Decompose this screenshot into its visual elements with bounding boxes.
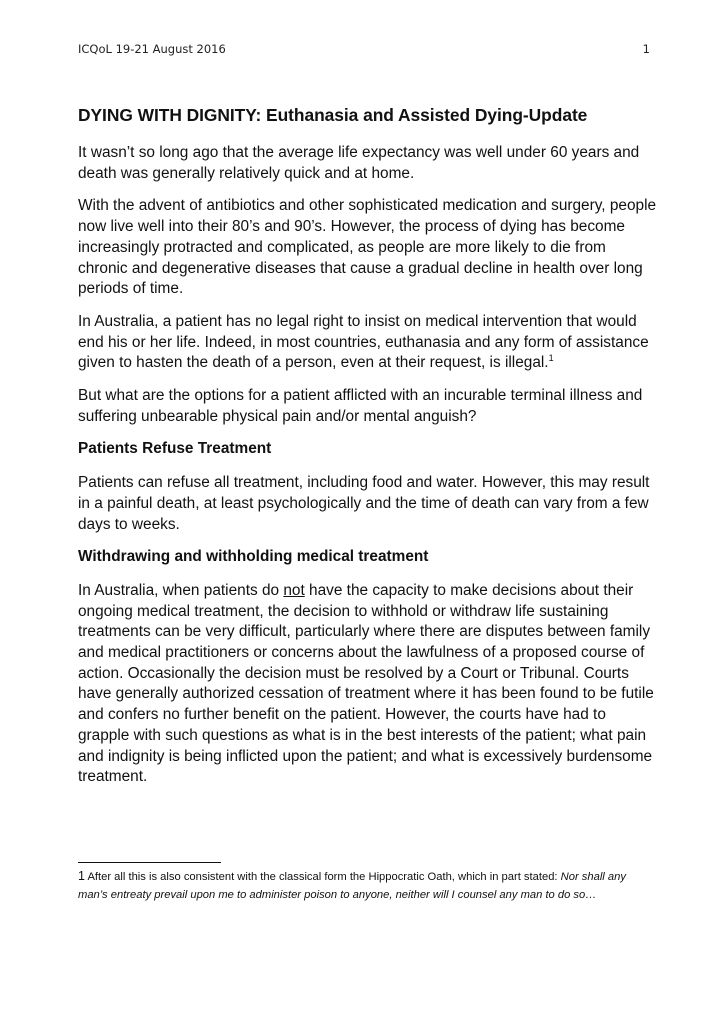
footnote-separator (78, 862, 221, 863)
header-event-label: ICQoL 19-21 August 2016 (78, 42, 226, 56)
page-header (78, 42, 650, 56)
section-heading-withdrawing-treatment: Withdrawing and withholding medical treatment (78, 548, 429, 566)
document-body (78, 104, 658, 800)
page-number: 1 (642, 42, 650, 56)
paragraph-intro: It wasn’t so long ago that the average life expectancy was well under 60 years and death was generally relatively quick and at home. (78, 144, 640, 182)
paragraph-withdrawing-treatment (78, 581, 658, 788)
footnote-number: 1 (78, 869, 85, 883)
section-heading-refuse-treatment: Patients Refuse Treatment (78, 440, 272, 458)
footnote-reference[interactable]: 1 (548, 353, 554, 364)
paragraph-options-question: But what are the options for a patient afflicted with an incurable terminal illness and suffering unbearable physical pain and/or mental anguish? (78, 387, 643, 425)
footnote-quote: Nor shall any man’s entreaty prevail upon me to administer poison to anyone, neither will I counsel any man to do so… (78, 871, 626, 901)
paragraph-antibiotics: With the advent of antibiotics and other sophisticated medication and surgery, people now live well into their 80’s and 90’s. However, the process of dying has become increasingly protracted and complicated, as people are more likely to die from chronic and degenerative diseases that cause a gradual decline in health over long periods of time. (78, 197, 657, 298)
underlined-word-not: not (283, 581, 305, 599)
footnote (78, 868, 654, 904)
paragraph-refuse-treatment: Patients can refuse all treatment, including food and water. However, this may result in a painful death, at least psychologically and the time of death can vary from a few days to weeks. (78, 474, 650, 533)
paragraph-withdrawing-text-rest: have the capacity to make decisions about their ongoing medical treatment, the decision to withhold or withdraw life sustaining treatments can be very difficult, particularly where there are disputes between family and medical practitioners or concerns about the lawfulness of a proposed course of action. Occasionally the decision must be resolved by a Court or Tribunal. Courts have generally authorized cessation of treatment where it has been found to be futile and confers no further benefit on the patient. However, the courts have had to grapple with such questions as what is in the best interests of the patient; what pain and indignity is being inflicted upon the patient; and what is excessively burdensome treatment. (78, 581, 654, 786)
paragraph-withdrawing-text-start: In Australia, when patients do (78, 581, 284, 599)
document-title: DYING WITH DIGNITY: Euthanasia and Assisted Dying-Update (78, 105, 588, 125)
paragraph-legal-right (78, 312, 658, 374)
paragraph-legal-right-text: In Australia, a patient has no legal right to insist on medical intervention that would end his or her life. Indeed, in most countries, euthanasia and any form of assistance given to hasten the death of a person, even at their request, is illegal. (78, 312, 649, 372)
footnote-text: After all this is also consistent with the classical form the Hippocratic Oath, which in part stated: (84, 871, 561, 883)
